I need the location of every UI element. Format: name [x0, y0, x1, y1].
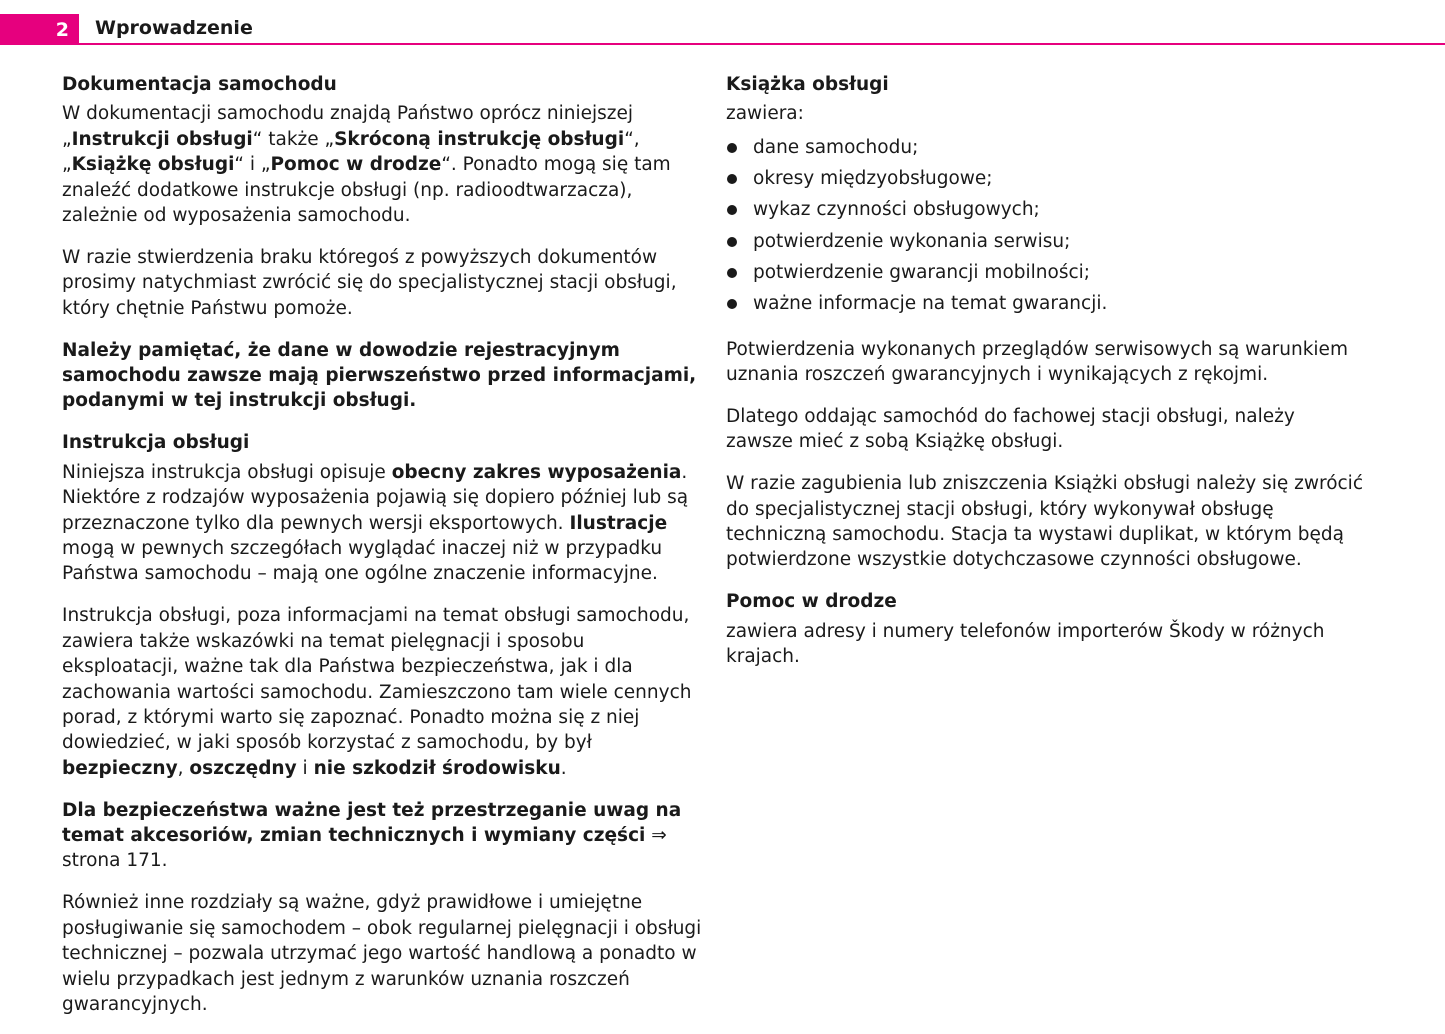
bullet-icon — [727, 174, 737, 184]
section-heading-manual: Instrukcja obsługi — [62, 432, 250, 454]
service-book-paragraph-1: Potwierdzenia wykonanych przeglądów serwisowych są warunkiem uznania roszczeń gwarancyjnych i wynikających z rękojmi. — [726, 338, 1348, 385]
safety-notice — [62, 798, 702, 874]
manual-paragraph-1 — [62, 460, 702, 587]
header-rule — [0, 43, 1445, 45]
bullet-icon — [727, 268, 737, 278]
section-heading-documentation: Dokumentacja samochodu — [62, 74, 337, 95]
bullet-icon — [727, 205, 737, 215]
registration-notice: Należy pamiętać, że dane w dowodzie rejestracyjnym samochodu zawsze mają pierwszeństwo przed informacjami, podanymi w tej instrukcji obsługi. — [62, 339, 697, 412]
text-run: . — [560, 757, 567, 779]
text-run: , — [177, 757, 190, 779]
section-heading-service-book: Książka obsługi — [726, 74, 889, 95]
list-item-text: okresy międzyobsługowe; — [753, 168, 993, 190]
list-item — [726, 197, 1366, 228]
text-run: i — [296, 757, 314, 779]
bold-run: Pomoc w drodze — [270, 154, 442, 176]
bold-run: Instrukcji obsługi — [71, 128, 253, 150]
list-item-text: dane samochodu; — [753, 136, 919, 158]
documentation-paragraph-1 — [62, 101, 702, 228]
bold-run: oszczędny — [189, 757, 297, 779]
list-item-text: potwierdzenie wykonania serwisu; — [753, 230, 1071, 252]
bullet-icon — [727, 299, 737, 309]
cross-reference-link[interactable]: strona 171. — [62, 850, 168, 872]
bold-run: Dla bezpieczeństwa ważne jest też przestrzeganie uwag na temat akcesoriów, zmian technicznych i wymiany części — [62, 799, 682, 847]
list-item — [726, 260, 1366, 291]
left-column — [62, 72, 702, 1034]
list-item-text: ważne informacje na temat gwarancji. — [753, 293, 1108, 315]
roadside-assistance-paragraph: zawiera adresy i numery telefonów importerów Škody w różnych krajach. — [726, 620, 1325, 668]
list-item — [726, 291, 1366, 322]
list-item — [726, 229, 1366, 260]
text-run: “, „ — [62, 128, 640, 176]
service-book-paragraph-3: W razie zagubienia lub zniszczenia Książki obsługi należy się zwrócić do specjalistycznej stacji obsługi, który wykonywał obsługę techniczną samochodu. Stacja ta wystawi duplikat, w którym będą potwierdzone wszystkie dotychczasowe czynności obsługowe. — [726, 473, 1363, 571]
bold-run: nie szkodził środowisku — [313, 757, 561, 779]
manual-paragraph-2 — [62, 603, 702, 781]
bullet-icon — [727, 143, 737, 153]
list-item — [726, 166, 1366, 197]
bold-run: obecny zakres wyposażenia — [391, 461, 682, 483]
text-run: “ także „ — [252, 128, 335, 150]
service-book-list — [726, 135, 1366, 323]
text-run: Instrukcja obsługi, poza informacjami na temat obsługi samochodu, zawiera także wskazówki na temat pielęgnacji i sposobu eksploatacji, ważne tak dla Państwa bezpieczeństwa, jak i dla zachowania wartości samochodu. Zamieszczono tam wiele cennych porad, z którymi warto się zapoznać. Ponadto można się z niej dowiedzieć, w jaki sposób korzystać z samochodu, by był — [62, 605, 692, 754]
text-run: “ i „ — [234, 154, 271, 176]
bullet-icon — [727, 237, 737, 247]
text-run: Niniejsza instrukcja obsługi opisuje — [62, 461, 392, 483]
section-heading-roadside-assistance: Pomoc w drodze — [726, 591, 897, 613]
text-run: W dokumentacji samochodu znajdą Państwo oprócz niniejszej „ — [62, 103, 633, 150]
cross-reference-arrow-icon: ⇒ — [645, 825, 667, 847]
list-item-text: wykaz czynności obsługowych; — [753, 199, 1040, 221]
bold-run: bezpieczny — [62, 757, 178, 779]
page-header — [0, 0, 1445, 46]
page-number: 2 — [0, 14, 79, 44]
text-run: “. Ponadto mogą się tam znaleźć dodatkowe instrukcje obsługi (np. radioodtwarzacza), zależnie od wyposażenia samochodu. — [62, 154, 671, 227]
right-column — [726, 72, 1366, 686]
chapter-title: Wprowadzenie — [95, 17, 253, 39]
service-book-intro: zawiera: — [726, 103, 804, 125]
text-run: . Niektóre z rodzajów wyposażenia pojawią się dopiero później lub są przeznaczone tylko dla pewnych wersji eksportowych. — [62, 461, 689, 534]
text-run: mogą w pewnych szczegółach wyglądać inaczej niż w przypadku Państwa samochodu – mają one ogólne znaczenie informacyjne. — [62, 538, 663, 585]
bold-run: Skróconą instrukcję obsługi — [334, 128, 625, 150]
bold-run: Ilustracje — [569, 512, 668, 534]
bold-run: Książkę obsługi — [71, 154, 235, 176]
list-item-text: potwierdzenie gwarancji mobilności; — [753, 262, 1091, 283]
service-book-paragraph-2: Dlatego oddając samochód do fachowej stacji obsługi, należy zawsze mieć z sobą Książkę obsługi. — [726, 405, 1295, 453]
documentation-paragraph-2: W razie stwierdzenia braku któregoś z powyższych dokumentów prosimy natychmiast zwrócić się do specjalistycznej stacji obsługi, który chętnie Państwu pomoże. — [62, 246, 677, 319]
list-item — [726, 135, 1366, 166]
manual-paragraph-4: Również inne rozdziały są ważne, gdyż prawidłowe i umiejętne posługiwanie się samochodem – obok regularnej pielęgnacji i obsługi technicznej – pozwala utrzymać jego wartość handlową a ponadto w wielu przypadkach jest jednym z warunków uznania roszczeń gwarancyjnych. — [62, 892, 702, 1015]
